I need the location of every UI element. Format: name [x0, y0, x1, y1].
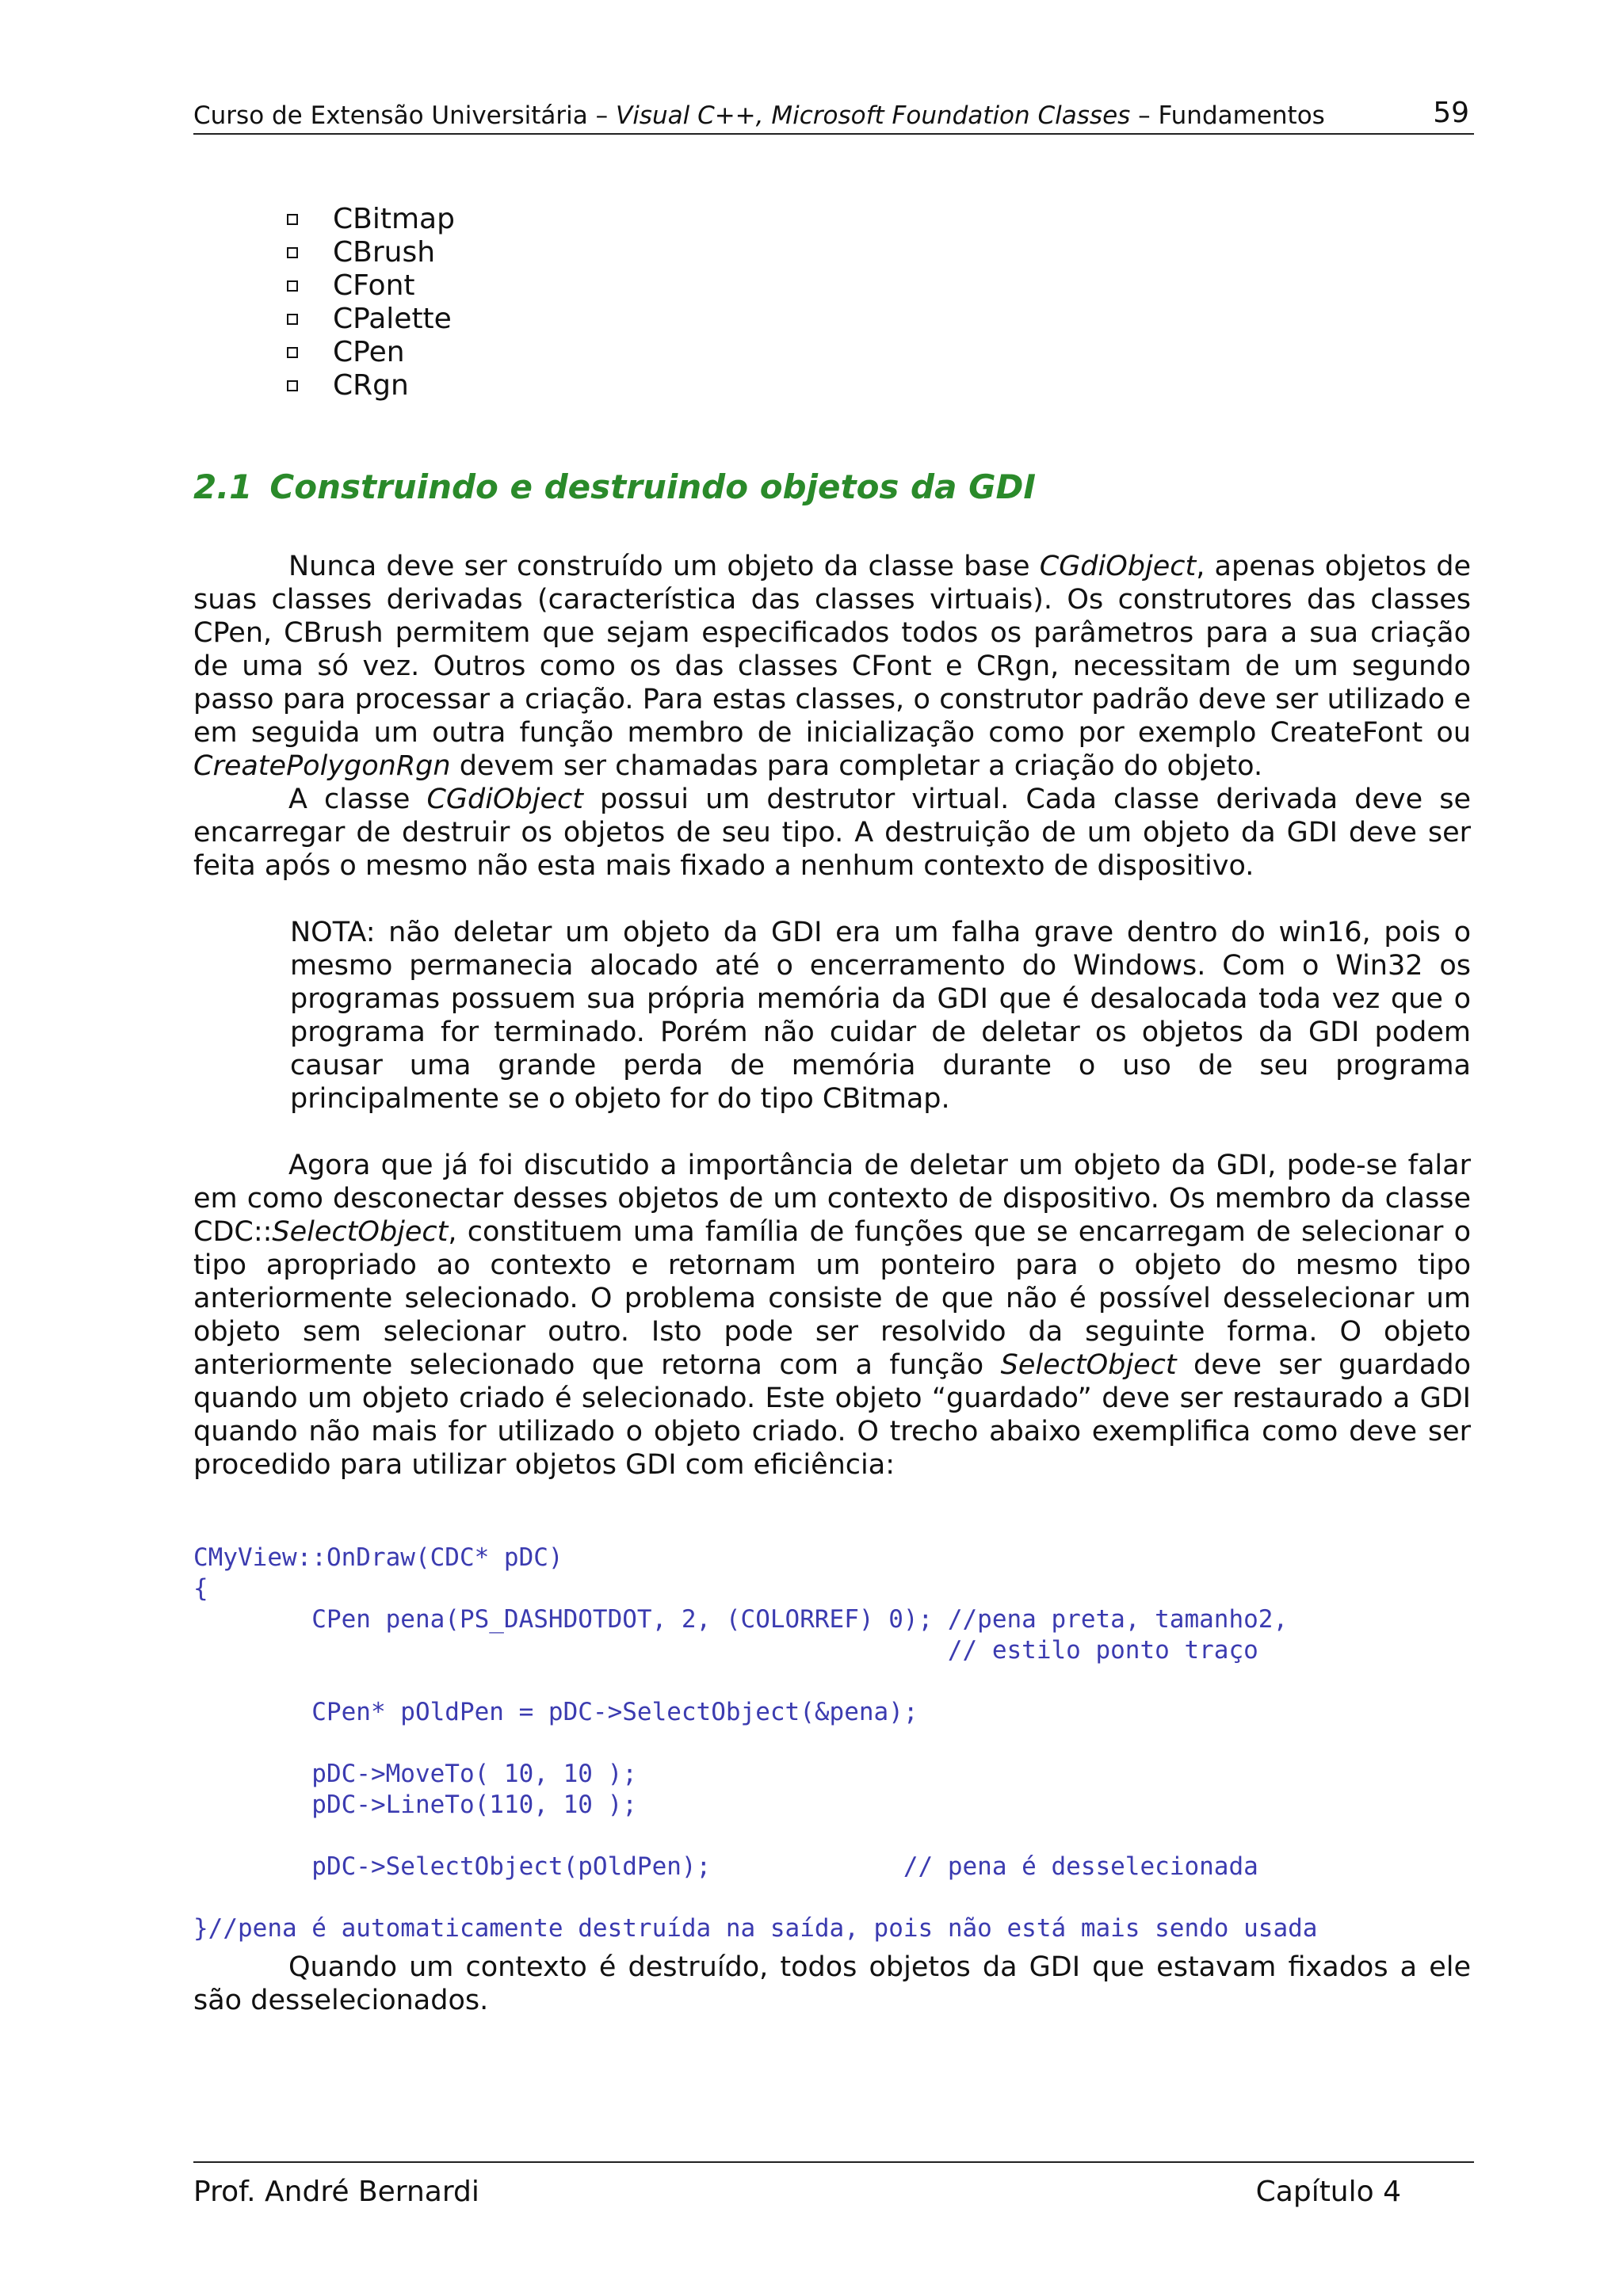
- section-title: Construindo e destruindo objetos da GDI: [269, 467, 1037, 506]
- code-line: pDC->LineTo(110, 10 );: [193, 1791, 637, 1819]
- paragraph-text: devem ser chamadas para completar a criação do objeto.: [450, 750, 1263, 782]
- checkbox-bullet-icon: [287, 380, 298, 391]
- paragraph-italic: SelectObject: [272, 1216, 449, 1248]
- list-item: [287, 269, 455, 303]
- paragraph-text: deve ser guardado quando um objeto criado é selecionado. Este objeto “guardado” deve ser restaurado a GDI quando não mais for utilizado o objeto criado. O trecho abaixo exemplifica como deve ser procedido para utilizar objetos GDI com eficiência:: [193, 1349, 1472, 1481]
- list-item-label: CFont: [333, 269, 415, 302]
- header-title: [193, 101, 1325, 130]
- section-number: 2.1: [193, 467, 253, 506]
- list-item-label: CPalette: [333, 303, 452, 335]
- list-item: [287, 303, 455, 336]
- code-line: pDC->MoveTo( 10, 10 );: [193, 1760, 637, 1788]
- paragraph-text: , constituem uma família de funções que se encarregam de selecionar o tipo apropriado ao contexto e retornam um ponteiro para o objeto do mesmo tipo anteriormente selecionado. O problema consiste de que não é possível desselecionar um objeto sem selecionar outro. Isto pode ser resolvido da seguinte forma. O objeto anteriormente selecionado que retorna com a função: [193, 1216, 1471, 1381]
- page-header: [193, 93, 1474, 135]
- list-item: [287, 369, 455, 402]
- paragraph-4: [193, 1951, 1471, 2017]
- code-line: // estilo ponto traço: [193, 1636, 1258, 1665]
- list-item: [287, 336, 455, 369]
- list-item: [287, 236, 455, 269]
- paragraph-text: Quando um contexto é destruído, todos objetos da GDI que estavam fixados a ele são desselecionados.: [193, 1951, 1471, 2016]
- paragraph-italic: CGdiObject: [426, 784, 583, 815]
- section-heading: [193, 467, 1036, 506]
- paragraph-italic: CreatePolygonRgn: [193, 750, 451, 782]
- paragraph-italic: SelectObject: [1000, 1349, 1177, 1381]
- code-line: {: [193, 1574, 208, 1603]
- paragraph-text: Agora que já foi discutido a importância de deletar um objeto da GDI, pode-se falar em como desconectar desses objetos de um contexto de dispositivo. Os membro da classe CDC::: [193, 1150, 1471, 1248]
- footer-author: Prof. André Bernardi: [193, 2176, 479, 2208]
- paragraph-text: A classe: [288, 784, 427, 815]
- checkbox-bullet-icon: [287, 314, 298, 325]
- list-item-label: CBrush: [333, 236, 436, 269]
- checkbox-bullet-icon: [287, 247, 298, 258]
- code-line: [193, 1882, 1317, 1913]
- page-number: 59: [1433, 97, 1469, 129]
- header-italic: Visual C++, Microsoft Foundation Classes: [615, 101, 1131, 130]
- list-item-label: CBitmap: [333, 203, 455, 235]
- code-line: [193, 1821, 1317, 1852]
- code-line: CMyView::OnDraw(CDC* pDC): [193, 1543, 563, 1572]
- class-list: [287, 203, 455, 402]
- code-line: }//pena é automaticamente destruída na saída, pois não está mais sendo usada: [193, 1914, 1318, 1943]
- paragraph-2: [193, 783, 1471, 883]
- code-line: [193, 1728, 1317, 1759]
- list-item: [287, 203, 455, 236]
- code-line: CPen pena(PS_DASHDOTDOT, 2, (COLORREF) 0); //pena preta, tamanho2,: [193, 1605, 1289, 1634]
- list-item-label: CPen: [333, 336, 405, 368]
- footer-chapter: Capítulo 4: [1255, 2176, 1401, 2208]
- checkbox-bullet-icon: [287, 280, 298, 292]
- list-item-label: CRgn: [333, 369, 409, 402]
- note-block: NOTA: não deletar um objeto da GDI era um falha grave dentro do win16, pois o mesmo permanecia alocado até o encerramento do Windows. Com o Win32 os programas possuem sua própria memória da GDI que é desalocada toda vez que o programa for terminado. Porém não cuidar de deletar os objetos da GDI podem causar uma grande perda de memória durante o uso de seu programa principalmente se o objeto for do tipo CBitmap.: [290, 917, 1471, 1115]
- checkbox-bullet-icon: [287, 214, 298, 225]
- header-suffix: – Fundamentos: [1130, 101, 1325, 130]
- code-line: CPen* pOldPen = pDC->SelectObject(&pena);: [193, 1698, 918, 1726]
- paragraph-text: possui um destrutor virtual. Cada classe derivada deve se encarregar de destruir os objetos de seu tipo. A destruição de um objeto da GDI deve ser feita após o mesmo não esta mais fixado a nenhum contexto de dispositivo.: [193, 784, 1471, 882]
- code-line: [193, 1666, 1317, 1697]
- code-block: [193, 1512, 1317, 1975]
- paragraph-text: , apenas objetos de suas classes derivadas (característica das classes virtuais). Os construtores das classes CPen, CBrush permitem que sejam especificados todos os parâmetros para a sua criação de uma só vez. Outros como os das classes CFont e CRgn, necessitam de um segundo passo para processar a criação. Para estas classes, o construtor padrão deve ser utilizado e em seguida um outra função membro de inicialização como por exemplo CreateFont ou: [193, 551, 1472, 749]
- paragraph-1: [193, 550, 1471, 783]
- header-prefix: Curso de Extensão Universitária –: [193, 101, 616, 130]
- paragraph-3: [193, 1149, 1471, 1482]
- paragraph-text: Nunca deve ser construído um objeto da classe base: [288, 551, 1040, 582]
- paragraph-italic: CGdiObject: [1039, 551, 1197, 582]
- checkbox-bullet-icon: [287, 347, 298, 358]
- code-line: pDC->SelectObject(pOldPen); // pena é desselecionada: [193, 1852, 1258, 1881]
- page-footer: [193, 2161, 1474, 2210]
